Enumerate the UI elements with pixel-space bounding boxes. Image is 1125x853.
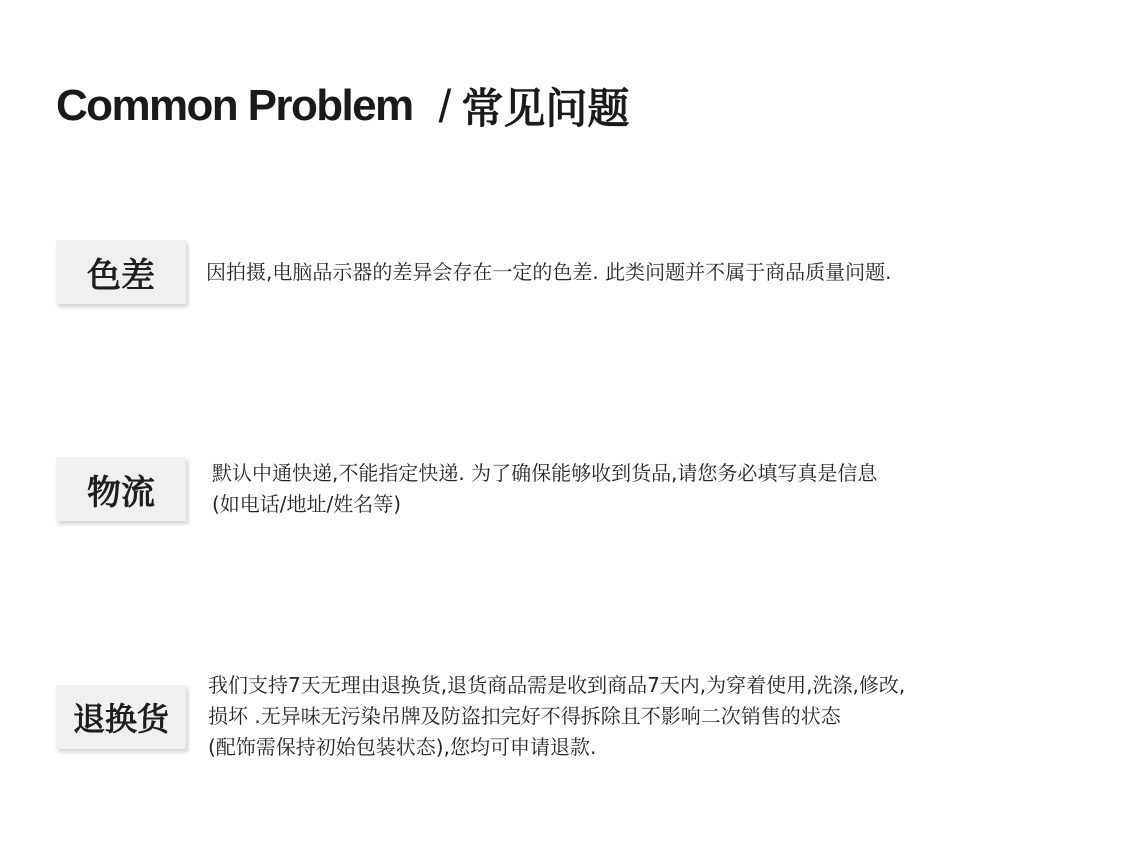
faq-label: 色差 xyxy=(56,240,186,304)
faq-item-returns xyxy=(56,670,905,763)
faq-answer-line: 我们支持7天无理由退换货,退货商品需是收到商品7天内,为穿着使用,洗涤,修改, xyxy=(208,673,906,697)
page-title-cn: 常见问题 xyxy=(461,84,630,133)
faq-label: 物流 xyxy=(56,457,186,521)
faq-answer-line: 默认中通快递,不能指定快递. 为了确保能够收到货品,请您务必填写真是信息 xyxy=(212,461,878,485)
faq-item-color-difference xyxy=(56,240,891,304)
faq-answer xyxy=(206,257,891,288)
title-separator: / xyxy=(438,80,452,132)
faq-answer-line: (如电话/地址/姓名等) xyxy=(212,492,402,516)
faq-answer-line: (配饰需保持初始包装状态),您均可申请退款. xyxy=(208,735,597,759)
faq-answer xyxy=(208,670,905,763)
faq-answer-line: 因拍摄,电脑品示器的差异会存在一定的色差. 此类问题并不属于商品质量问题. xyxy=(206,259,892,284)
faq-answer xyxy=(212,458,877,520)
faq-label: 退换货 xyxy=(56,685,186,749)
page-title-en: Common Problem xyxy=(56,81,413,130)
page-header xyxy=(56,76,629,136)
faq-item-logistics xyxy=(56,457,877,521)
faq-answer-line: 损坏 .无异味无污染吊牌及防盗扣完好不得拆除且不影响二次销售的状态 xyxy=(208,704,841,728)
